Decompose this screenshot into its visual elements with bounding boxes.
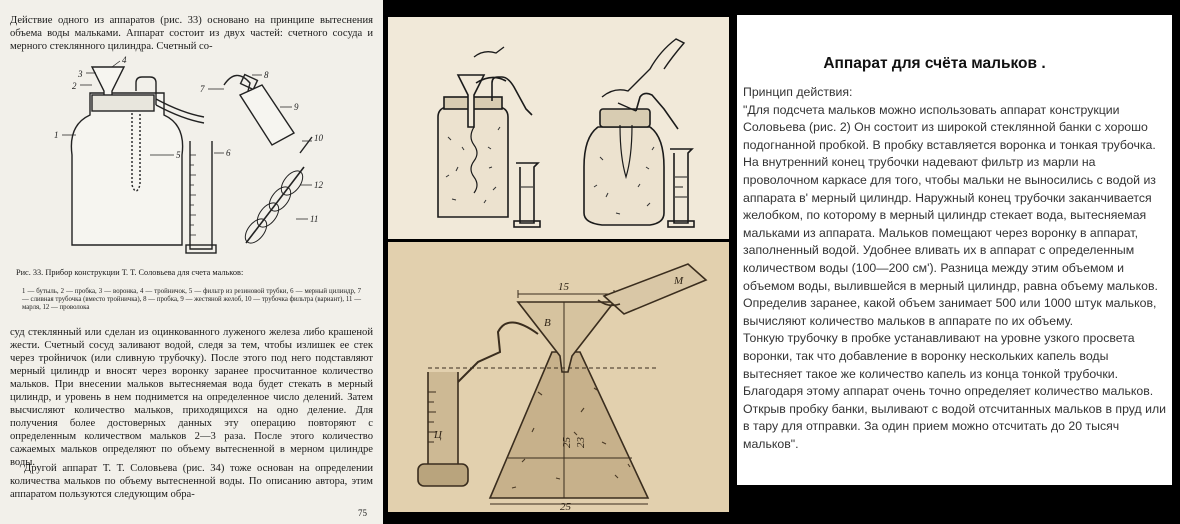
apparatus-photo xyxy=(388,242,729,512)
figure-label: 6 xyxy=(226,148,231,158)
apparatus-sketch xyxy=(388,17,729,239)
figure-caption: Рис. 33. Прибор конструкции Т. Т. Соловьева для счета мальков: xyxy=(16,268,244,277)
description-panel xyxy=(737,15,1172,485)
dimension-label: 23 xyxy=(575,437,587,448)
intro-paragraph: Действие одного из аппаратов (рис. 33) основано на принципе вытеснения объема воды мальками. Аппарат состоит из двух частей: счетного сосуда и мерного стеклянного цилиндра. Счетный со- xyxy=(10,15,373,52)
page-number: 75 xyxy=(358,508,367,518)
dimension-label: 15 xyxy=(558,281,569,293)
figure-label: 9 xyxy=(294,102,299,112)
figure-label: 12 xyxy=(314,180,323,190)
figure-label: 5 xyxy=(176,150,181,160)
description-paragraph: Тонкую трубочку в пробке устанавливают на уровне узкого просвета воронки, так что добавление в воронку нескольких капель воды вытесняет такое же количество капель из конца тонкой трубочки. Благодаря этому аппарат очень точно определяет количество мальков. xyxy=(743,331,1154,399)
book-page-scan xyxy=(0,0,383,524)
body-paragraph: суд стеклянный или сделан из оцинкованного луженого железа либо крашеной жести. Счетный сосуд заливают водой, следя за тем, чтобы излишек ее стек через тройничок (или сливную трубочку). После этого под него подставляют мерный цилиндр и вносят через воронку заранее просчитанное количество мальков. При внесении мальков вытесняемая вода будет стекать в мерный цилиндр, и уровень в нем поднимется на определенное число делений. Затем высчисляют количество мальков, приходящихся на одно деление. Для получения более достоверных данных эту операцию повторяют с определенным количеством мальков 2—3 раза. После этого количество сажаемых мальков определяют по объему вытесненной в мерном цилиндре воды. xyxy=(10,327,373,468)
part-label: Ц xyxy=(434,429,442,441)
apparatus-sketch-drawing xyxy=(388,17,729,239)
panel-title-text: Аппарат для счёта мальков . xyxy=(823,55,1046,72)
figure-label: 4 xyxy=(122,55,127,65)
part-label: М xyxy=(674,275,684,287)
dimension-label: 25 xyxy=(560,501,571,512)
apparatus-photo-drawing xyxy=(388,242,729,512)
figure-label: 7 xyxy=(200,84,205,94)
panel-title xyxy=(737,55,1172,73)
figure-label: 11 xyxy=(310,214,319,224)
panel-body xyxy=(743,84,1168,453)
principle-heading: Принцип действия: xyxy=(743,85,853,99)
description-paragraph: "Для подсчета мальков можно использовать аппарат конструкции Соловьева (рис. 2) Он состоит из широкой стеклянной банки с хорошо подогнанной пробкой. В пробку вставляется воронка и тонкая трубочка. На внутренний конец трубочки надевают фильтр из марли на проволочном каркасе для того, чтобы мальки не выносились с водой из аппарата в' мерный цилиндр. Наружный конец трубочки заканчивается желобком, по которому в мерный цилиндр стекает вода, вытесняемая мальками из аппарата. Мальков помещают через воронку в аппарат, заполненный водой. Удобнее вливать их в аппарат с определенным количеством воды (100—200 см'). Разница между этим объемом и объемом воды, вылившейся в мерный цилиндр, равна объему мальков. Определив заранее, какой объем занимает 500 или 1000 штук мальков, вычисляют количество мальков в аппарате по их объему. xyxy=(743,102,1158,328)
figure-label: 10 xyxy=(314,133,323,143)
figure-legend: 1 — бутыль, 2 — пробка, 3 — воронка, 4 — тройничок, 5 — фильтр из резиновой трубки, 6 — мерный цилиндр, 7 — сливная трубочка (вместо тройничка), 8 — пробка, 9 — жестяной желоб, 10 — трубочка фильтра (вариант), 11 — марля, 12 — проволока xyxy=(22,288,361,312)
figure-label: 1 xyxy=(54,130,59,140)
dimension-label: 25 xyxy=(561,437,573,448)
figure-label: 8 xyxy=(264,70,269,80)
figure-33-drawing xyxy=(0,55,383,265)
figure-label: 3 xyxy=(78,69,83,79)
body-paragraph-2: Другой аппарат Т. Т. Соловьева (рис. 34) тоже основан на определении количества мальков по объему вытесненной воды. По описанию автора, этим аппаратом пользуются следующим обра- xyxy=(10,463,373,500)
description-paragraph: Открыв пробку банки, выливают с водой отсчитанных мальков в пруд или в тару для отправки. За один прием можно отсчитать до 20 тысяч мальков". xyxy=(743,401,1167,451)
part-label: В xyxy=(544,317,551,329)
figure-label: 2 xyxy=(72,81,77,91)
